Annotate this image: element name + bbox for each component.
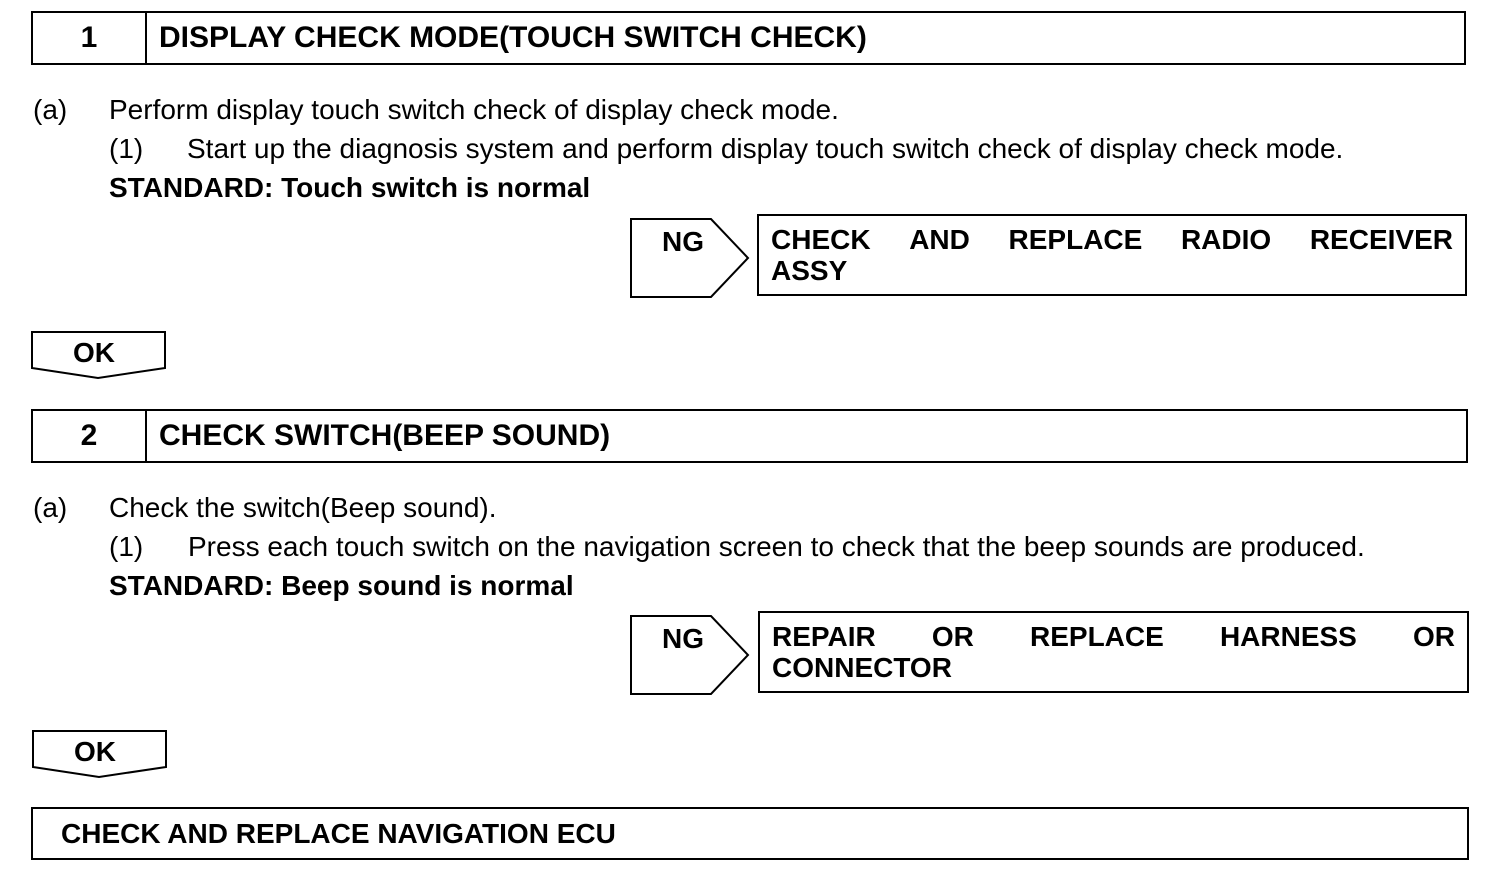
step-number: 1 <box>33 13 147 63</box>
ng-action-word: RADIO <box>1180 224 1272 255</box>
ng-action-box <box>758 611 1469 693</box>
final-action-box <box>31 807 1469 860</box>
ng-action-line <box>771 224 1453 255</box>
item-label: (a) <box>33 492 68 523</box>
sub-item-label: (1) <box>109 133 144 164</box>
ng-action-word: REPAIR <box>772 621 876 652</box>
final-action-text: CHECK AND REPLACE NAVIGATION ECU <box>61 817 616 849</box>
step-2-header <box>31 409 1468 463</box>
ng-action-word: CHECK <box>771 224 871 255</box>
step-1-header <box>31 11 1466 65</box>
ok-label: OK <box>73 337 115 368</box>
item-text: Perform display touch switch check of display check mode. <box>109 94 839 125</box>
ng-action-line <box>772 621 1455 652</box>
ng-action-word: RECEIVER <box>1309 224 1453 255</box>
ng-action-word: HARNESS <box>1219 621 1357 652</box>
ng-action-word: AND <box>909 224 970 255</box>
ng-action-word: REPLACE <box>1008 224 1143 255</box>
ng-label: NG <box>662 226 704 257</box>
sub-item-label: (1) <box>109 531 144 562</box>
ng-label: NG <box>662 623 704 654</box>
ng-action-box <box>757 214 1467 296</box>
item-label: (a) <box>33 94 68 125</box>
item-text: Check the switch(Beep sound). <box>109 492 497 523</box>
step-number: 2 <box>33 411 147 461</box>
standard-text: STANDARD: Beep sound is normal <box>109 570 574 601</box>
step-title: DISPLAY CHECK MODE(TOUCH SWITCH CHECK) <box>159 21 867 54</box>
step-title: CHECK SWITCH(BEEP SOUND) <box>159 419 611 452</box>
ok-label: OK <box>74 736 116 767</box>
sub-item-text: Start up the diagnosis system and perform display touch switch check of display check mode. <box>187 133 1344 164</box>
ng-action-line: CONNECTOR <box>772 652 952 683</box>
ng-action-line: ASSY <box>771 255 848 286</box>
ng-action-word: REPLACE <box>1030 621 1164 652</box>
ng-action-word: OR <box>1413 621 1455 652</box>
standard-text: STANDARD: Touch switch is normal <box>109 172 591 203</box>
ng-action-word: OR <box>931 621 974 652</box>
sub-item-text: Press each touch switch on the navigation screen to check that the beep sounds are produced. <box>188 531 1365 562</box>
